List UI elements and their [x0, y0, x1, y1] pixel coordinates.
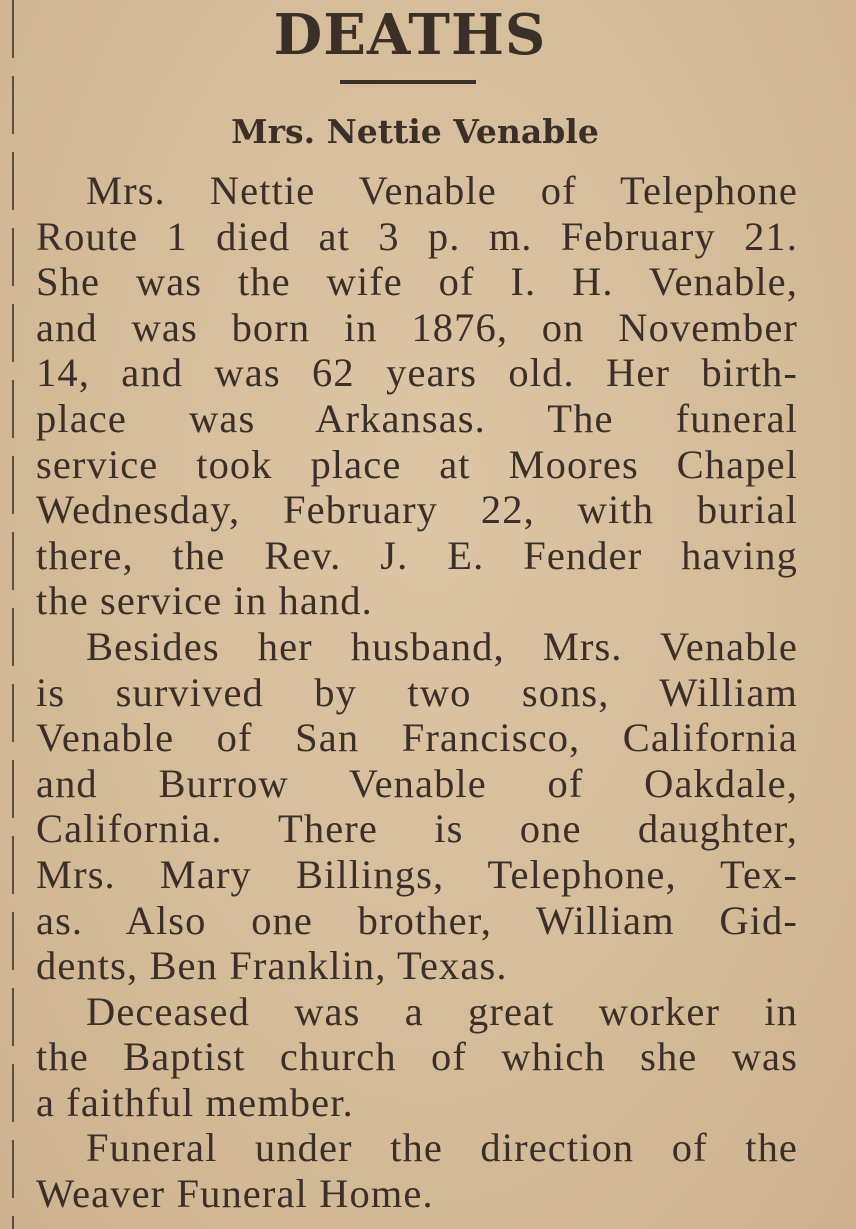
text-line: She was the wife of I. H. Venable, [36, 259, 798, 305]
text-line: Wednesday, February 22, with burial [36, 487, 798, 533]
obituary-body [36, 168, 798, 1217]
text-line: Venable of San Francisco, California [36, 715, 798, 761]
text-line: Besides her husband, Mrs. Venable [86, 623, 798, 669]
text-line: the service in hand. [36, 578, 373, 624]
title-underline [340, 80, 476, 84]
text-line: Weaver Funeral Home. [36, 1171, 434, 1217]
text-line: there, the Rev. J. E. Fender having [36, 532, 798, 578]
text-line: California. There is one daughter, [36, 806, 798, 852]
obituary-headline: Mrs. Nettie Venable [231, 112, 599, 151]
text-line: Deceased was a great worker in [86, 988, 798, 1034]
text-line: as. Also one brother, William Gid- [36, 897, 798, 943]
text-line: a faithful member. [36, 1079, 354, 1125]
text-line: and was born in 1876, on November [36, 304, 798, 350]
text-line: the Baptist church of which she was [36, 1034, 798, 1080]
text-line: 14, and was 62 years old. Her birth- [36, 350, 798, 396]
text-line: place was Arkansas. The funeral [36, 395, 798, 441]
section-title: DEATHS [273, 2, 547, 68]
text-line: and Burrow Venable of Oakdale, [36, 760, 798, 806]
column-rule [12, 0, 14, 1229]
text-line: Mrs. Nettie Venable of Telephone [86, 168, 798, 213]
text-line: dents, Ben Franklin, Texas. [36, 943, 508, 989]
text-line: is survived by two sons, William [36, 669, 798, 715]
text-line: Funeral under the direction of the [86, 1125, 798, 1171]
text-line: Mrs. Mary Billings, Telephone, Tex- [36, 851, 798, 897]
text-line: Route 1 died at 3 p. m. February 21. [36, 213, 798, 259]
text-line: service took place at Moores Chapel [36, 441, 798, 487]
